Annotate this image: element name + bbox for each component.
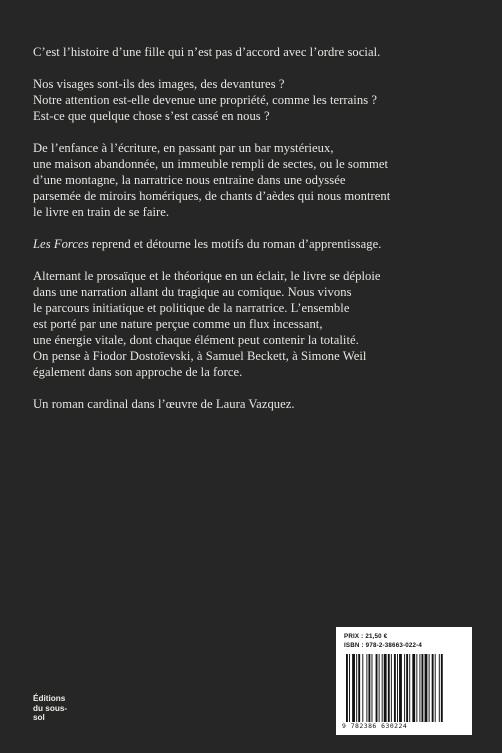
blurb-line: une maison abandonnée, un immeuble rempli de sectes, ou le sommet — [33, 157, 389, 171]
blurb-line: Est-ce que quelque chose s’est cassé en nous ? — [33, 109, 270, 123]
back-cover-blurb — [33, 44, 473, 428]
blurb-line: d’une montagne, la narratrice nous entraine dans une odyssée — [33, 173, 346, 187]
blurb-paragraph-3 — [33, 140, 473, 220]
publisher-line: sol — [33, 713, 45, 722]
book-title: Les Forces — [33, 237, 89, 251]
price-text: PRIX : 21,50 € — [344, 633, 388, 640]
barcode-label — [336, 627, 472, 735]
blurb-line: Nos visages sont-ils des images, des devantures ? — [33, 77, 285, 91]
blurb-line: est porté par une nature perçue comme un flux incessant, — [33, 317, 323, 331]
blurb-paragraph-4 — [33, 236, 473, 252]
blurb-line: parsemée de miroirs homériques, de chants d’aèdes qui nous montrent — [33, 189, 391, 203]
barcode-bars — [346, 654, 464, 722]
blurb-line: Notre attention est-elle devenue une propriété, comme les terrains ? — [33, 93, 377, 107]
publisher-line: du sous- — [33, 703, 68, 713]
blurb-line: également dans son approche de la force. — [33, 365, 243, 379]
blurb-paragraph-2 — [33, 76, 473, 124]
blurb-line-rest: reprend et détourne les motifs du roman d’apprentissage. — [88, 237, 382, 251]
blurb-line: De l’enfance à l’écriture, en passant par un bar mystérieux, — [33, 141, 334, 155]
publisher-logo — [33, 694, 67, 723]
blurb-line: dans une narration allant du tragique au comique. Nous vivons — [33, 285, 352, 299]
publisher-line: Éditions — [33, 694, 66, 703]
blurb-line: C’est l’histoire d’une fille qui n’est pas d’accord avec l’ordre social. — [33, 45, 381, 59]
blurb-line: Alternant le prosaïque et le théorique en un éclair, le livre se déploie — [33, 269, 381, 283]
blurb-line: le parcours initiatique et politique de la narratrice. L’ensemble — [33, 301, 350, 315]
blurb-line — [33, 236, 473, 252]
blurb-line: le livre en train de se faire. — [33, 205, 170, 219]
blurb-line: On pense à Fiodor Dostoïevski, à Samuel Beckett, à Simone Weil — [33, 349, 367, 363]
blurb-paragraph-1 — [33, 44, 473, 60]
isbn-text: ISBN : 978-2-38663-022-4 — [344, 642, 423, 649]
barcode-digits: 9 782386 630224 — [342, 722, 408, 730]
blurb-paragraph-6 — [33, 396, 473, 412]
blurb-paragraph-5 — [33, 268, 473, 380]
blurb-line: une énergie vitale, dont chaque élément peut contenir la totalité. — [33, 333, 359, 347]
blurb-line: Un roman cardinal dans l’œuvre de Laura Vazquez. — [33, 397, 295, 411]
